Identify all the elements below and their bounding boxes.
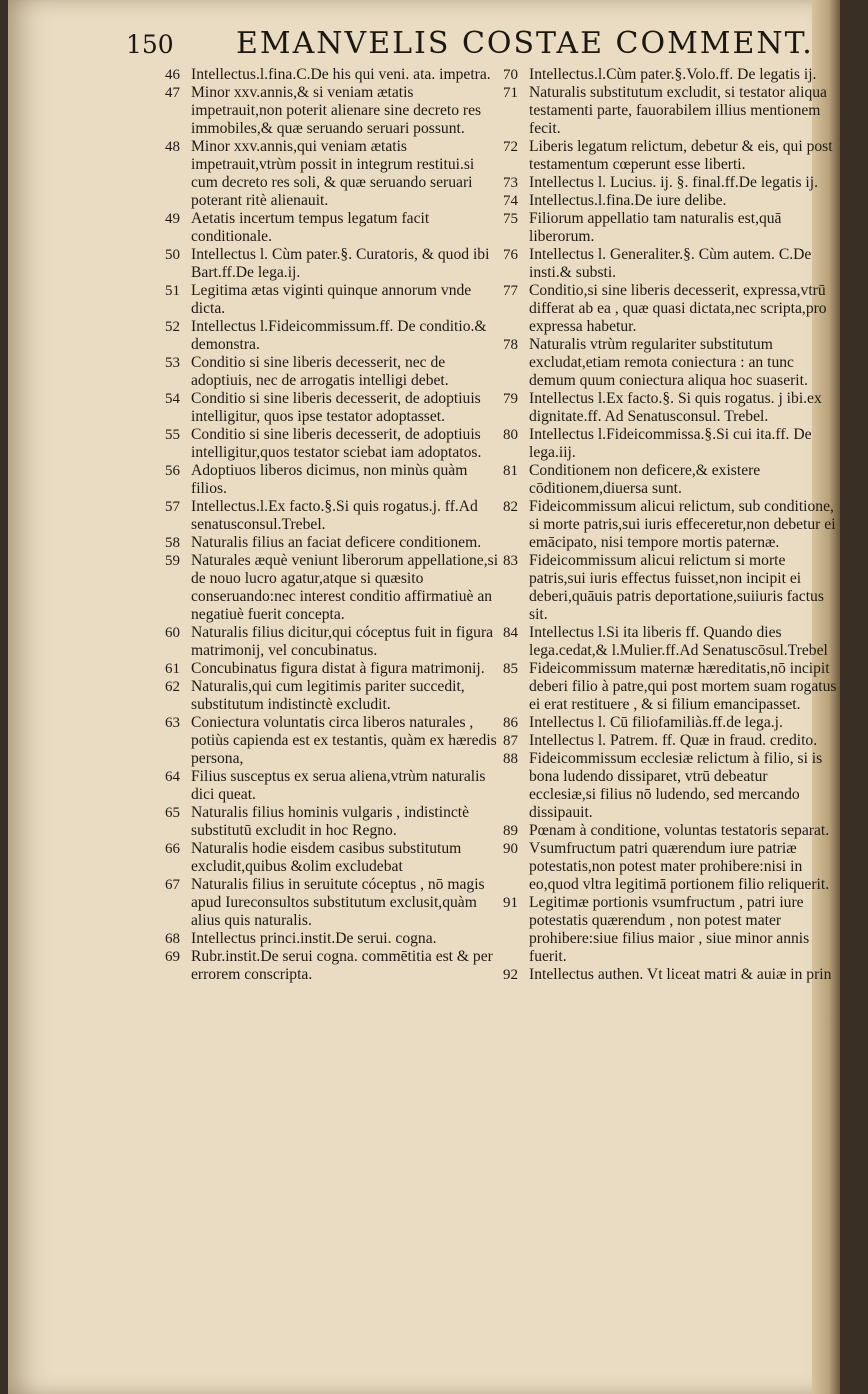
entry-number: 66 (165, 841, 180, 857)
index-entry (165, 426, 503, 462)
entry-number: 76 (503, 247, 518, 263)
entry-text: Filiorum appellatio tam naturalis est,quā liberorum. (529, 210, 782, 245)
entry-text: Intellectus.l.Cùm pater.§.Volo.ff. De legatis ij. (529, 66, 817, 83)
entry-text: Intellectus.l.fina.De iure delibe. (529, 192, 727, 209)
index-entry (503, 732, 838, 750)
index-entry (165, 678, 503, 714)
entry-text: Conditio si sine liberis decesserit, de adoptiuis intelligitur,quos testator sciebat iam adoptatos. (191, 426, 482, 461)
index-entry (503, 174, 838, 192)
index-entry (503, 462, 838, 498)
index-entry (165, 390, 503, 426)
entry-text: Intellectus l. Generaliter.§. Cùm autem. C.De insti.& substi. (529, 246, 812, 281)
entry-text: Pœnam à conditione, voluntas testatoris separat. (529, 822, 830, 839)
index-entry (503, 246, 838, 282)
entry-text: Intellectus l.Ex facto.§. Si quis rogatus. j ibi.ex dignitate.ff. Ad Senatusconsul. Trebel. (529, 390, 822, 425)
index-entry (165, 768, 503, 804)
entry-number: 67 (165, 877, 180, 893)
index-entry (503, 894, 838, 966)
index-entry (165, 804, 503, 840)
entry-text: Intellectus l. Cū filiofamiliàs.ff.de lega.j. (529, 714, 783, 731)
entry-number: 92 (503, 967, 518, 983)
index-entry (165, 462, 503, 498)
entry-text: Intellectus l.Fideicommissa.§.Si cui ita.ff. De lega.iij. (529, 426, 812, 461)
index-entry (503, 966, 838, 984)
index-entry (503, 426, 838, 462)
index-entry (165, 624, 503, 660)
entry-number: 63 (165, 715, 180, 731)
entry-number: 61 (165, 661, 180, 677)
entry-text: Intellectus.l.fina.C.De his qui veni. ata. impetra. (191, 66, 491, 83)
entry-text: Legitimæ portionis vsumfructum , patri iure potestatis quærendum , non potest mater prohibere:siue filius maior , siue minor annis fuerit. (529, 894, 810, 965)
left-column (165, 66, 503, 984)
entry-text: Intellectus l.Fideicommissum.ff. De conditio.& demonstra. (191, 318, 487, 353)
entry-number: 54 (165, 391, 180, 407)
entry-number: 82 (503, 499, 518, 515)
entry-text: Naturales æquè veniunt liberorum appellatione,si de nouo lucro agatur,atque si quæsito conseruando:nec interest conditio affirmatiuè an negatiuè fuerit concepta. (191, 552, 499, 623)
right-column (503, 66, 838, 984)
entry-number: 85 (503, 661, 518, 677)
index-entry (165, 840, 503, 876)
entry-number: 83 (503, 553, 518, 569)
entry-number: 56 (165, 463, 180, 479)
entry-number: 70 (503, 67, 518, 83)
entry-text: Fideicommissum ecclesiæ relictum à filio, si is bona ludendo dissiparet, vtrū debeatur ecclesiæ,si filius nō ludendo, sed mercando dissipauit. (529, 750, 823, 821)
index-entry (165, 660, 503, 678)
index-entry (165, 948, 503, 984)
index-entry (165, 66, 503, 84)
entry-text: Filius susceptus ex serua aliena,vtrùm naturalis dici queat. (191, 768, 486, 803)
entry-text: Concubinatus figura distat à figura matrimonij. (191, 660, 485, 677)
index-entry (503, 66, 838, 84)
entry-number: 91 (503, 895, 518, 911)
entry-text: Conditio si sine liberis decesserit, nec de adoptiuis, nec de arrogatis intelligi debet. (191, 354, 449, 389)
entry-text: Intellectus l. Cùm pater.§. Curatoris, & quod ibi Bart.ff.De lega.ij. (191, 246, 490, 281)
index-entry (503, 714, 838, 732)
index-entry (165, 318, 503, 354)
index-entry (165, 210, 503, 246)
index-entry (503, 138, 838, 174)
entry-text: Legitima ætas viginti quinque annorum vnde dicta. (191, 282, 472, 317)
entry-text: Liberis legatum relictum, debetur & eis, qui post testamentum cœperunt esse liberti. (529, 138, 833, 173)
index-entry (503, 192, 838, 210)
entry-text: Conditio si sine liberis decesserit, de adoptiuis intelligitur, quos ipse testator adoptasset. (191, 390, 481, 425)
entry-number: 53 (165, 355, 180, 371)
entry-text: Conditio,si sine liberis decesserit, expressa,vtrū differat ab ea , quæ quasi dictata,nec scripta,pro expressa habetur. (529, 282, 827, 335)
entry-text: Naturalis,qui cum legitimis pariter succedit, substitutum indistinctè excludit. (191, 678, 465, 713)
index-entry (165, 498, 503, 534)
entry-number: 57 (165, 499, 180, 515)
index-entry (503, 750, 838, 822)
entry-text: Intellectus l. Patrem. ff. Quæ in fraud. credito. (529, 732, 818, 749)
page-header (126, 22, 826, 66)
index-entry (503, 822, 838, 840)
entry-text: Conditionem non deficere,& existere cōditionem,diuersa sunt. (529, 462, 761, 497)
entry-number: 73 (503, 175, 518, 191)
index-entry (165, 876, 503, 930)
entry-number: 58 (165, 535, 180, 551)
entry-text: Fideicommissum alicui relictum si morte patris,sui iuris effectus fuisset,non incipit ei deberi,quāuis patris deportatione,suiiuris factus sit. (529, 552, 824, 623)
index-entry (503, 390, 838, 426)
entry-text: Naturalis filius hominis vulgaris , indistinctè substitutū excludit in hoc Regno. (191, 804, 470, 839)
index-entry (165, 84, 503, 138)
entry-number: 72 (503, 139, 518, 155)
index-entry (503, 336, 838, 390)
entry-text: Coniectura voluntatis circa liberos naturales , potiùs capienda est ex testantis, quàm ex hæredis persona, (191, 714, 497, 767)
entry-text: Naturalis hodie eisdem casibus substitutum excludit,quibus &olim excludebat (191, 840, 462, 875)
index-entry (503, 282, 838, 336)
entry-text: Fideicommissum maternæ hæreditatis,nō incipit deberi filio à patre,qui post mortem suam rogatus ei erat restituere , & si filium emancipasset. (529, 660, 837, 713)
entry-text: Rubr.instit.De serui cogna. commētitia est & per errorem conscripta. (191, 948, 493, 983)
entry-number: 71 (503, 85, 518, 101)
entry-text: Adoptiuos liberos dicimus, non minùs quàm filios. (191, 462, 468, 497)
entry-number: 80 (503, 427, 518, 443)
index-entry (165, 534, 503, 552)
folio-number: 150 (126, 30, 174, 59)
entry-text: Minor xxv.annis,qui veniam ætatis impetrauit,vtrùm possit in integrum restitui.si cum decreto res soli, & quæ seruando seruari poterant ritè alienauit. (191, 138, 475, 209)
index-entry (503, 552, 838, 624)
entry-text: Naturalis filius an faciat deficere conditionem. (191, 534, 482, 551)
index-entry (165, 552, 503, 624)
entry-text: Aetatis incertum tempus legatum facit conditionale. (191, 210, 430, 245)
index-entry (165, 282, 503, 318)
entry-number: 50 (165, 247, 180, 263)
entry-text: Naturalis filius in seruitute cóceptus , nō magis apud Iureconsultos substitutum exclusit,quàm alius quis naturalis. (191, 876, 485, 929)
entry-text: Naturalis substitutum excludit, si testator aliqua testamenti parte, fauorabilem illius mentionem fecit. (529, 84, 827, 137)
index-entry (165, 246, 503, 282)
entry-number: 60 (165, 625, 180, 641)
entry-number: 86 (503, 715, 518, 731)
entry-text: Intellectus princi.instit.De serui. cogna. (191, 930, 437, 947)
index-entry (503, 840, 838, 894)
entry-number: 49 (165, 211, 180, 227)
entry-number: 81 (503, 463, 518, 479)
index-entry (165, 138, 503, 210)
entry-number: 78 (503, 337, 518, 353)
entry-text: Fideicommissum alicui relictum, sub conditione, si morte patris,sui iuris effeceretur,non debetur ei emācipato, nisi tempore mortis paternæ. (529, 498, 836, 551)
entry-number: 89 (503, 823, 518, 839)
entry-number: 87 (503, 733, 518, 749)
index-entry (503, 624, 838, 660)
index-entry (503, 210, 838, 246)
index-entry (503, 660, 838, 714)
entry-number: 77 (503, 283, 518, 299)
entry-number: 55 (165, 427, 180, 443)
index-entry (503, 498, 838, 552)
entry-text: Intellectus.l.Ex facto.§.Si quis rogatus.j. ff.Ad senatusconsul.Trebel. (191, 498, 478, 533)
entry-text: Naturalis filius dicitur,qui cóceptus fuit in figura matrimonij, vel concubinatus. (191, 624, 494, 659)
entry-number: 62 (165, 679, 180, 695)
entry-text: Intellectus l. Lucius. ij. §. final.ff.De legatis ij. (529, 174, 818, 191)
entry-number: 51 (165, 283, 180, 299)
entry-text: Minor xxv.annis,& si veniam ætatis impetrauit,non poterit alienare sine decreto res immobiles,& quæ seruando seruari possunt. (191, 84, 482, 137)
entry-number: 79 (503, 391, 518, 407)
index-entry (165, 354, 503, 390)
book-page (8, 0, 840, 1394)
entry-number: 68 (165, 931, 180, 947)
entry-text: Intellectus l.Si ita liberis ff. Quando dies lega.cedat,& l.Mulier.ff.Ad Senatuscōsul.Trebel (529, 624, 828, 659)
running-title: EMANVELIS COSTAE COMMENT. (236, 26, 814, 61)
index-entry (503, 84, 838, 138)
entry-text: Intellectus authen. Vt liceat matri & auiæ in prin (529, 966, 832, 983)
entry-number: 69 (165, 949, 180, 965)
entry-number: 47 (165, 85, 180, 101)
entry-number: 84 (503, 625, 518, 641)
index-entry (165, 714, 503, 768)
entry-number: 90 (503, 841, 518, 857)
entry-text: Vsumfructum patri quærendum iure patriæ potestatis,non potest mater prohibere:nisi in eo,quod vltra legitimā portionem filio reliquerit. (529, 840, 830, 893)
entry-number: 64 (165, 769, 180, 785)
entry-number: 46 (165, 67, 180, 83)
entry-number: 75 (503, 211, 518, 227)
entry-number: 48 (165, 139, 180, 155)
entry-number: 74 (503, 193, 518, 209)
entry-number: 59 (165, 553, 180, 569)
entry-number: 52 (165, 319, 180, 335)
entry-number: 88 (503, 751, 518, 767)
index-entry (165, 930, 503, 948)
entry-text: Naturalis vtrùm regulariter substitutum excludat,etiam remota coniectura : an tunc demum quum coniectura aliqua hoc suaserit. (529, 336, 808, 389)
entry-number: 65 (165, 805, 180, 821)
